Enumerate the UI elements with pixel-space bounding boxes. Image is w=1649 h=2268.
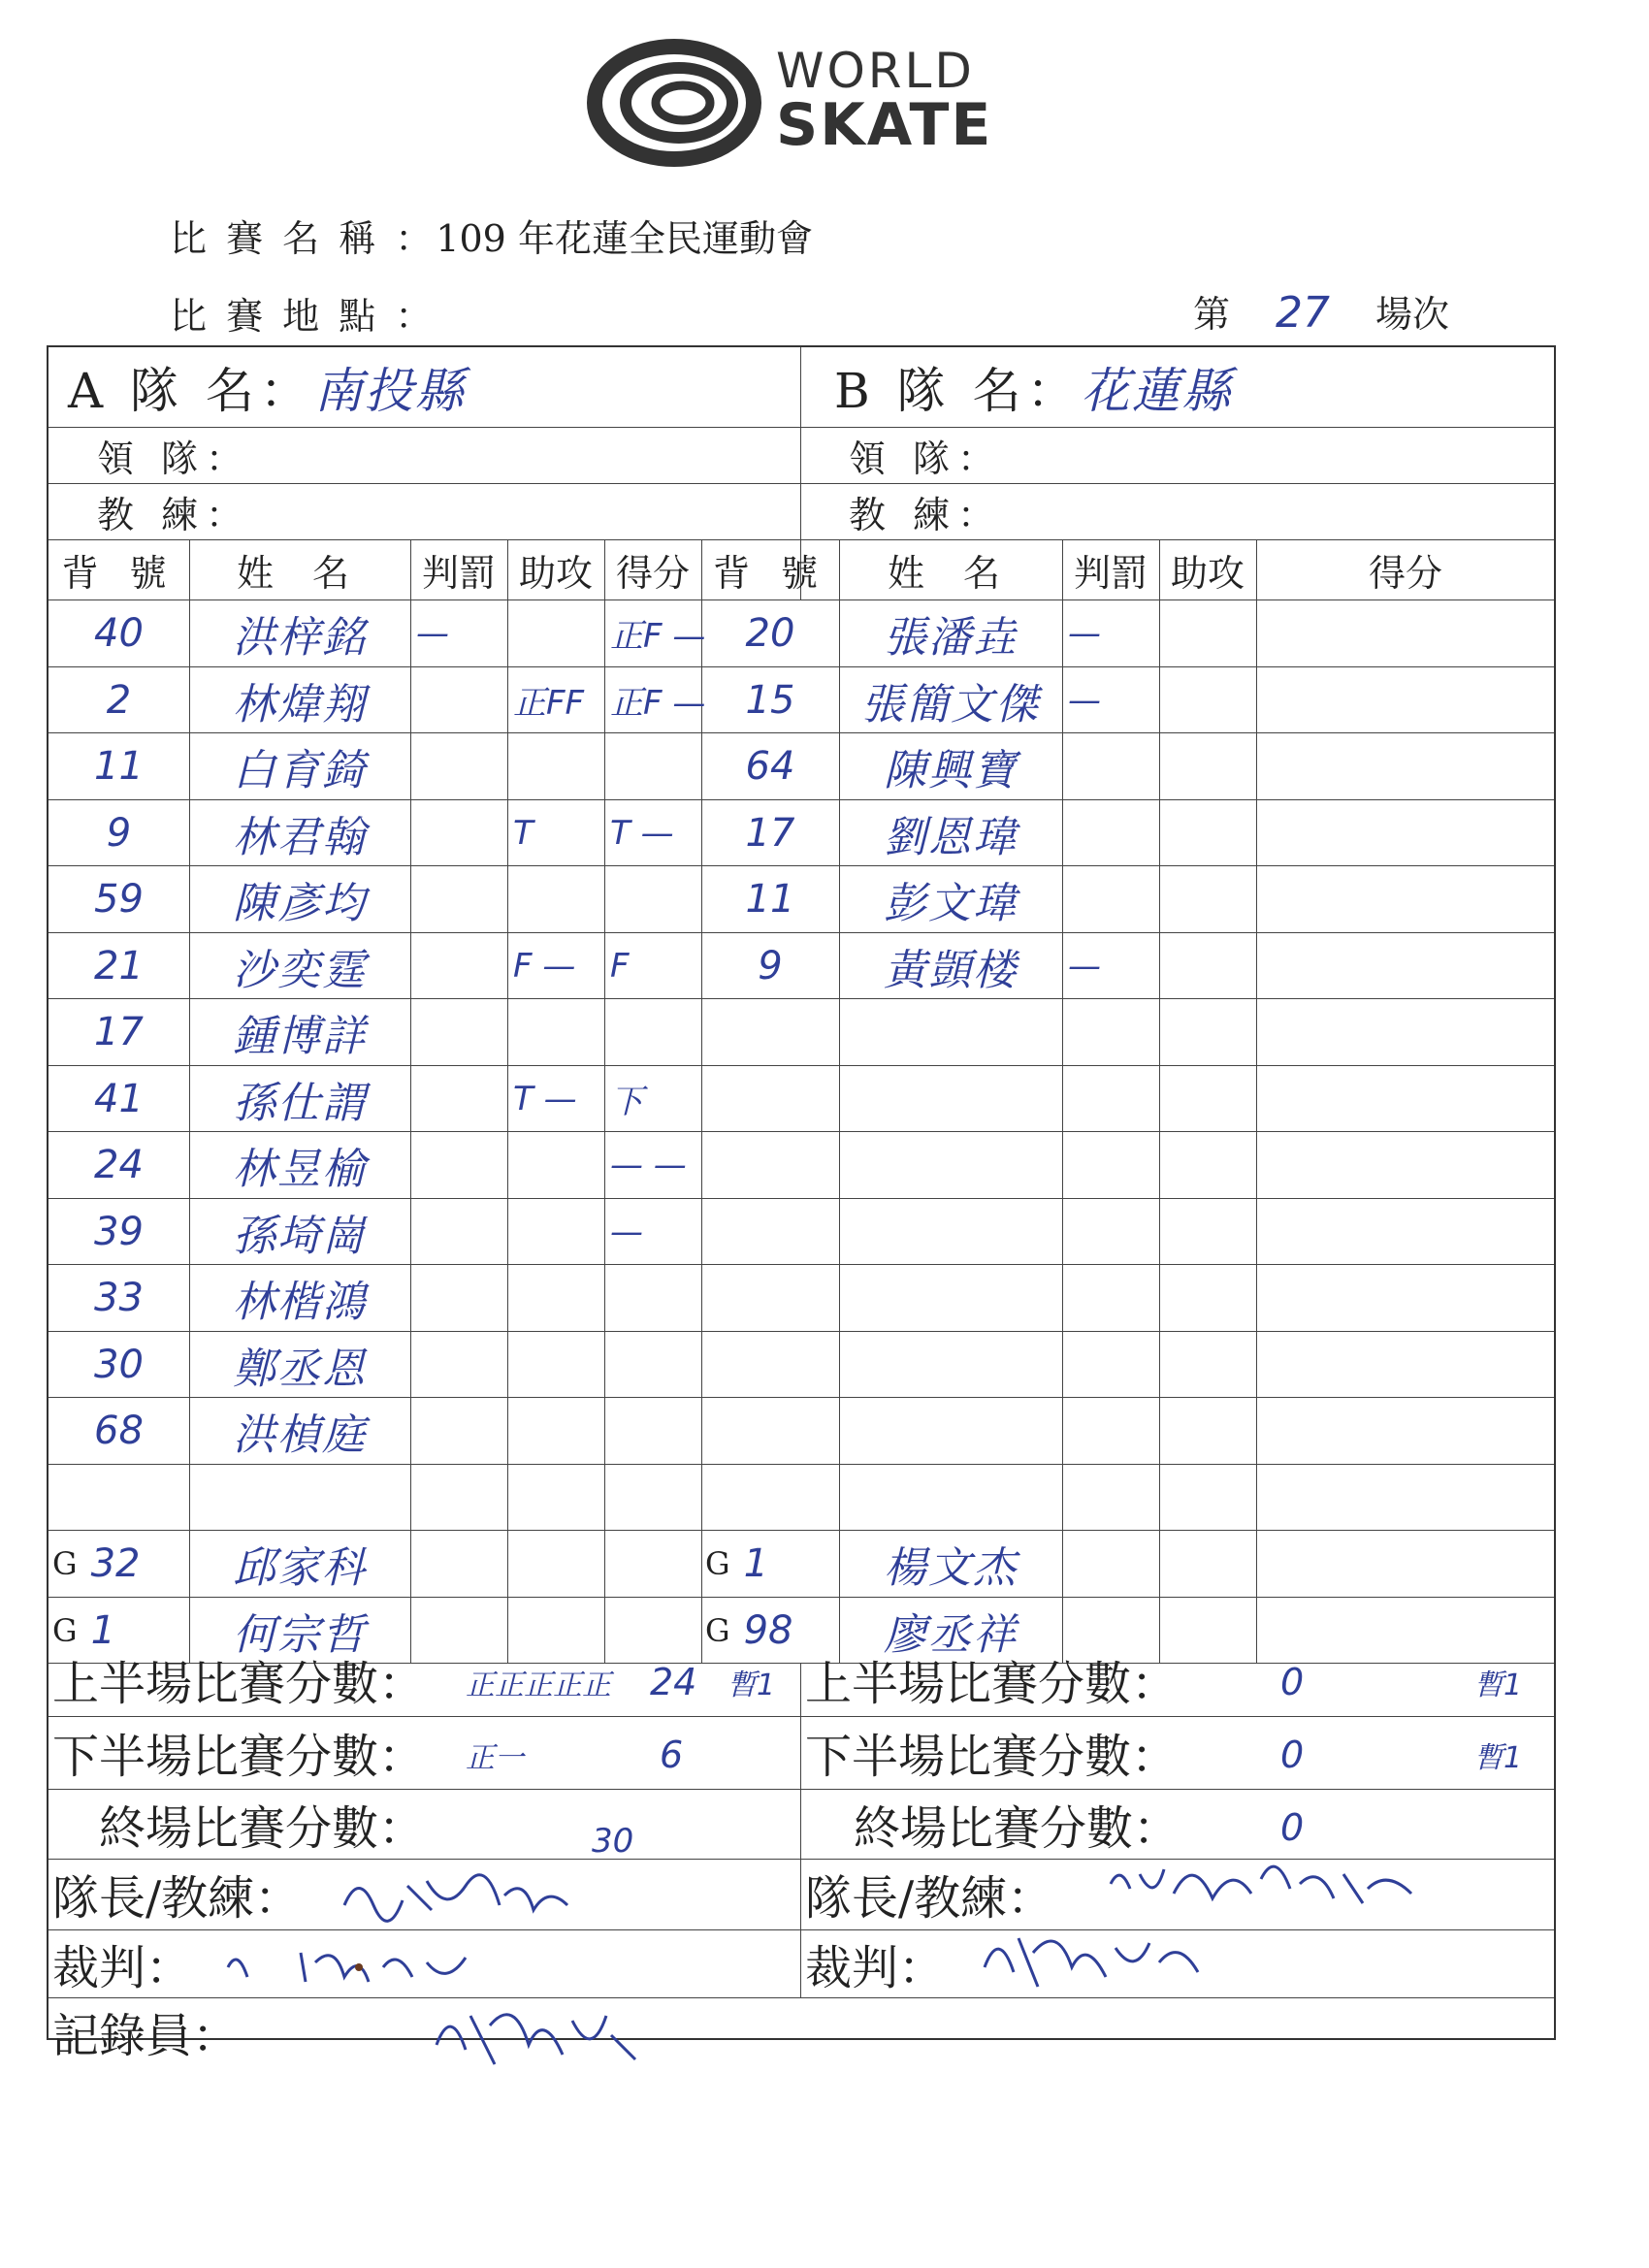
team-a-player-name bbox=[189, 1264, 410, 1331]
team-a-player-name bbox=[189, 732, 410, 799]
team-a-player-name bbox=[189, 932, 410, 999]
team-a-first-half-label: 上半場比賽分數： bbox=[52, 1657, 426, 1711]
team-a-player-no-text: 59 bbox=[94, 876, 144, 922]
team-b-player-penalty-text: — bbox=[1068, 680, 1101, 720]
col-b-score: 得分 bbox=[1368, 551, 1442, 595]
team-a-player-name bbox=[189, 1331, 410, 1398]
team-a-player-no bbox=[48, 1331, 189, 1398]
venue-label: 比 賽 地 點 ： bbox=[170, 295, 436, 338]
match-name-label: 比 賽 名 稱 ： bbox=[170, 217, 436, 260]
team-a-player-assist bbox=[507, 1131, 604, 1198]
team-a-player-score bbox=[604, 865, 701, 932]
team-b-player-penalty bbox=[1062, 865, 1159, 932]
col-b-penalty: 判罰 bbox=[1073, 551, 1148, 595]
recorder-signature bbox=[427, 1987, 640, 2074]
col-a-name: 姓 名 bbox=[236, 551, 364, 595]
team-a-player-assist bbox=[507, 1264, 604, 1331]
team-b-player-name bbox=[839, 932, 1062, 999]
team-a-player-no-text: 41 bbox=[94, 1076, 144, 1121]
team-a-final-score: 30 bbox=[592, 1822, 634, 1861]
team-b-player-score bbox=[1256, 1331, 1555, 1398]
team-a-player-name-text: 何宗哲 bbox=[233, 1609, 367, 1660]
team-b-player-name bbox=[839, 799, 1062, 866]
team-b-player-no bbox=[701, 1065, 839, 1132]
team-a-player-penalty bbox=[410, 666, 507, 733]
team-a-player-penalty-text: — bbox=[416, 613, 449, 653]
team-b-player-assist bbox=[1159, 732, 1256, 799]
team-a-player-assist bbox=[507, 865, 604, 932]
team-a-player-no bbox=[48, 1397, 189, 1464]
team-b-player-name bbox=[839, 1464, 1062, 1531]
team-b-player-assist bbox=[1159, 1397, 1256, 1464]
team-a-player-score bbox=[604, 1530, 701, 1597]
team-a-player-name-text: 邱家科 bbox=[233, 1542, 367, 1593]
world-skate-swirl-icon bbox=[582, 27, 766, 173]
team-a-player-no-text: 11 bbox=[94, 743, 144, 789]
team-a-player-no-text: 40 bbox=[94, 610, 144, 656]
team-b-captain-signature bbox=[1106, 1845, 1416, 1923]
team-b-player-score bbox=[1256, 666, 1555, 733]
team-a-player-penalty bbox=[410, 1065, 507, 1132]
match-name-row bbox=[170, 209, 813, 262]
team-a-final-label: 終場比賽分數： bbox=[99, 1800, 426, 1856]
team-b-player-penalty bbox=[1062, 732, 1159, 799]
team-a-player-name bbox=[189, 998, 410, 1065]
team-b-player-assist bbox=[1159, 865, 1256, 932]
team-a-player-name-text: 白育錡 bbox=[233, 745, 367, 795]
team-a-player-assist bbox=[507, 932, 604, 999]
team-b-player-no bbox=[701, 1331, 839, 1398]
team-a-name-row bbox=[68, 347, 824, 427]
team-a-player-no-text: 24 bbox=[94, 1142, 144, 1187]
team-a-player-name-text: 洪楨庭 bbox=[233, 1409, 367, 1460]
team-a-referee-signature bbox=[223, 1938, 475, 1992]
team-a-player-no bbox=[48, 799, 189, 866]
team-b-player-name-text: 張簡文傑 bbox=[861, 679, 1040, 729]
team-a-player-no bbox=[48, 666, 189, 733]
col-a-score: 得分 bbox=[615, 551, 690, 595]
team-a-player-assist bbox=[507, 1198, 604, 1265]
team-a-player-assist bbox=[507, 1530, 604, 1597]
team-b-first-half-score: 0 bbox=[1280, 1661, 1305, 1703]
team-a-captain-signature bbox=[340, 1866, 572, 1925]
team-b-player-name bbox=[839, 1331, 1062, 1398]
match-number-row bbox=[1193, 284, 1449, 338]
team-a-player-score bbox=[604, 1331, 701, 1398]
team-b-player-penalty bbox=[1062, 1198, 1159, 1265]
col-a-number: 背 號 bbox=[61, 551, 177, 595]
team-b-player-no-text: 20 bbox=[745, 610, 795, 656]
team-b-player-name bbox=[839, 732, 1062, 799]
grid-vline bbox=[800, 1663, 801, 1997]
team-a-player-score bbox=[604, 666, 706, 733]
team-b-player-name bbox=[839, 998, 1062, 1065]
team-a-player-no bbox=[48, 1464, 189, 1531]
team-a-player-penalty bbox=[410, 998, 507, 1065]
team-b-player-no bbox=[701, 599, 839, 666]
team-a-player-score bbox=[604, 732, 701, 799]
team-b-player-no bbox=[701, 1131, 839, 1198]
team-b-player-no bbox=[701, 1464, 839, 1531]
team-b-leader-row bbox=[849, 427, 1547, 483]
team-b-player-name-text: 黃顗楼 bbox=[884, 945, 1018, 995]
team-b-final-score: 0 bbox=[1280, 1806, 1305, 1849]
col-b-number: 背 號 bbox=[712, 551, 828, 595]
team-b-name-label: B 隊 名： bbox=[834, 363, 1082, 419]
team-a-player-assist bbox=[507, 599, 604, 666]
team-b-captain-label: 隊長/教練： bbox=[805, 1871, 1054, 1926]
team-a-player-score bbox=[604, 998, 701, 1065]
team-a-second-half-label: 下半場比賽分數： bbox=[52, 1730, 426, 1784]
team-a-player-name-text: 鍾博詳 bbox=[233, 1011, 367, 1061]
team-a-player-name bbox=[189, 1198, 410, 1265]
team-a-player-no bbox=[48, 1065, 189, 1132]
team-b-player-no bbox=[701, 932, 839, 999]
team-b-player-assist bbox=[1159, 1065, 1256, 1132]
team-a-player-name bbox=[189, 865, 410, 932]
team-a-first-half-timeout: 暫1 bbox=[728, 1669, 776, 1702]
team-a-player-score-text: F bbox=[610, 946, 630, 986]
team-b-player-name bbox=[839, 1530, 1062, 1597]
team-a-player-no-text: 21 bbox=[94, 943, 144, 988]
team-b-second-half-label: 下半場比賽分數： bbox=[805, 1730, 1179, 1784]
team-b-player-assist bbox=[1159, 1131, 1256, 1198]
team-a-player-assist bbox=[507, 799, 604, 866]
team-a-player-no-text: 68 bbox=[94, 1408, 144, 1453]
team-b-player-score bbox=[1256, 1065, 1555, 1132]
team-a-player-name-text: 林君翰 bbox=[233, 812, 367, 862]
team-b-player-no bbox=[701, 1264, 839, 1331]
team-b-player-name bbox=[839, 1264, 1062, 1331]
team-a-player-penalty bbox=[410, 732, 507, 799]
team-b-player-no-text: 64 bbox=[745, 743, 795, 789]
team-a-player-name-text: 洪梓銘 bbox=[233, 612, 367, 663]
venue-row bbox=[170, 286, 436, 340]
team-b-player-no bbox=[701, 799, 839, 866]
team-a-player-no bbox=[48, 865, 189, 932]
team-b-coach-row bbox=[849, 483, 1547, 539]
team-b-first-half-label: 上半場比賽分數： bbox=[805, 1657, 1179, 1711]
goalkeeper-marker: G bbox=[52, 1611, 78, 1649]
team-a-player-penalty bbox=[410, 799, 507, 866]
team-a-player-no-text: 2 bbox=[106, 677, 132, 723]
team-a-name-label: A 隊 名： bbox=[68, 363, 314, 419]
team-b-player-no bbox=[701, 666, 839, 733]
team-a-player-no-text: 33 bbox=[94, 1275, 144, 1320]
team-b-player-penalty bbox=[1062, 1397, 1159, 1464]
recorder-label: 記錄員： bbox=[52, 2008, 240, 2063]
team-b-player-name bbox=[839, 865, 1062, 932]
team-b-player-score bbox=[1256, 799, 1555, 866]
team-b-second-half-score: 0 bbox=[1280, 1733, 1305, 1776]
team-a-player-no bbox=[48, 1198, 189, 1265]
team-b-first-half-timeout: 暫1 bbox=[1474, 1669, 1523, 1702]
team-b-player-score bbox=[1256, 865, 1555, 932]
team-b-player-name-text: 張潘垚 bbox=[884, 612, 1018, 663]
team-a-player-name-text: 林昱榆 bbox=[233, 1144, 367, 1194]
team-b-player-assist bbox=[1159, 1331, 1256, 1398]
team-a-player-score bbox=[604, 1464, 701, 1531]
team-a-first-half-tally: 正正正正正 bbox=[466, 1669, 611, 1702]
team-b-referee-label: 裁判： bbox=[805, 1940, 946, 1995]
team-b-player-name-text: 楊文杰 bbox=[884, 1542, 1018, 1593]
team-a-first-half-score: 24 bbox=[650, 1661, 697, 1703]
team-a-leader-row bbox=[97, 427, 815, 483]
logo-word-skate: SKATE bbox=[776, 91, 993, 159]
team-b-player-no bbox=[701, 1530, 839, 1597]
team-b-player-assist bbox=[1159, 1198, 1256, 1265]
goalkeeper-marker: G bbox=[705, 1544, 730, 1582]
team-a-player-name bbox=[189, 666, 410, 733]
team-a-player-assist bbox=[507, 666, 604, 733]
team-a-player-penalty bbox=[410, 1530, 507, 1597]
team-b-player-no-text: 9 bbox=[758, 943, 783, 988]
team-a-player-no bbox=[48, 1264, 189, 1331]
team-a-player-assist bbox=[507, 1065, 604, 1132]
team-b-player-no bbox=[701, 1397, 839, 1464]
team-a-player-assist bbox=[507, 998, 604, 1065]
team-b-player-no bbox=[701, 998, 839, 1065]
team-b-player-score bbox=[1256, 1464, 1555, 1531]
team-a-player-penalty bbox=[410, 599, 507, 666]
team-a-player-no bbox=[48, 732, 189, 799]
team-b-player-name bbox=[839, 1397, 1062, 1464]
team-b-player-no bbox=[701, 865, 839, 932]
team-a-coach-row bbox=[97, 483, 815, 539]
team-a-player-name-text: 鄭丞恩 bbox=[233, 1344, 367, 1394]
team-b-player-score bbox=[1256, 932, 1555, 999]
team-b-player-penalty bbox=[1062, 1530, 1159, 1597]
team-b-player-no bbox=[701, 1198, 839, 1265]
team-a-player-no-text: 32 bbox=[90, 1540, 141, 1586]
team-b-player-assist bbox=[1159, 599, 1256, 666]
team-a-player-name-text: 陳彥均 bbox=[233, 878, 367, 928]
team-b-player-name bbox=[839, 1131, 1062, 1198]
team-b-final-label: 終場比賽分數： bbox=[854, 1800, 1180, 1856]
team-b-player-penalty bbox=[1062, 998, 1159, 1065]
match-number-value: 27 bbox=[1276, 288, 1331, 338]
team-b-player-name-text: 廖丞祥 bbox=[884, 1609, 1018, 1660]
team-b-player-name-text: 彭文瑋 bbox=[884, 878, 1018, 928]
team-a-player-score-text: — — bbox=[610, 1145, 687, 1184]
team-b-player-assist bbox=[1159, 1464, 1256, 1531]
match-number-prefix: 第 bbox=[1193, 293, 1231, 336]
team-b-player-penalty bbox=[1062, 599, 1159, 666]
team-b-coach-label: 教 練： bbox=[849, 493, 1003, 536]
team-a-player-score bbox=[604, 1131, 701, 1198]
team-a-player-name bbox=[189, 599, 410, 666]
team-a-player-no-text: 9 bbox=[106, 810, 132, 856]
team-b-player-penalty bbox=[1062, 932, 1159, 999]
team-a-player-name bbox=[189, 1464, 410, 1531]
col-b-name: 姓 名 bbox=[887, 551, 1015, 595]
team-a-player-score-text: 下 bbox=[610, 1083, 643, 1121]
team-a-player-assist bbox=[507, 1464, 604, 1531]
team-a-player-no-text: 17 bbox=[94, 1009, 144, 1054]
score-sheet bbox=[47, 345, 1556, 2063]
team-a-player-name-text: 林楷鴻 bbox=[233, 1277, 367, 1327]
team-b-player-no-text: 98 bbox=[743, 1607, 793, 1653]
team-a-player-no bbox=[48, 998, 189, 1065]
match-name-value: 109 年花蓮全民運動會 bbox=[436, 217, 813, 260]
world-skate-logo bbox=[582, 27, 1086, 173]
col-b-assist: 助攻 bbox=[1170, 551, 1245, 595]
team-a-leader-label: 領 隊： bbox=[97, 437, 251, 480]
team-a-referee-label: 裁判： bbox=[52, 1940, 193, 1995]
team-a-player-name bbox=[189, 1065, 410, 1132]
team-a-captain-label: 隊長/教練： bbox=[52, 1871, 302, 1926]
team-b-player-penalty bbox=[1062, 1065, 1159, 1132]
team-b-player-penalty bbox=[1062, 1331, 1159, 1398]
team-a-player-assist bbox=[507, 1331, 604, 1398]
match-number-suffix: 場次 bbox=[1375, 293, 1450, 336]
team-b-referee-signature bbox=[980, 1919, 1212, 1996]
team-b-player-name bbox=[839, 1065, 1062, 1132]
team-b-player-assist bbox=[1159, 799, 1256, 866]
team-a-player-name bbox=[189, 1131, 410, 1198]
team-b-player-name-text: 陳興寶 bbox=[884, 745, 1018, 795]
team-a-player-assist-text: 正FF bbox=[513, 684, 585, 723]
team-b-player-assist bbox=[1159, 1530, 1256, 1597]
team-a-player-score-text: 正F — bbox=[610, 617, 706, 656]
team-a-player-score bbox=[604, 932, 701, 999]
team-a-player-name bbox=[189, 799, 410, 866]
team-b-player-no-text: 17 bbox=[745, 810, 795, 856]
team-a-player-assist-text: T bbox=[513, 813, 534, 853]
col-a-penalty: 判罰 bbox=[421, 551, 496, 595]
team-a-player-name bbox=[189, 1397, 410, 1464]
team-b-player-no-text: 1 bbox=[743, 1540, 769, 1586]
team-b-player-penalty bbox=[1062, 666, 1159, 733]
col-a-assist: 助攻 bbox=[518, 551, 593, 595]
team-a-player-name-text: 沙奕霆 bbox=[233, 945, 367, 995]
goalkeeper-marker: G bbox=[52, 1544, 78, 1582]
team-a-player-penalty bbox=[410, 932, 507, 999]
team-a-coach-label: 教 練： bbox=[97, 493, 251, 536]
team-b-player-no bbox=[701, 732, 839, 799]
team-a-player-name-text: 林煒翔 bbox=[233, 679, 367, 729]
team-b-player-name bbox=[839, 666, 1062, 733]
team-b-player-name bbox=[839, 599, 1062, 666]
team-b-player-assist bbox=[1159, 666, 1256, 733]
team-a-player-penalty bbox=[410, 865, 507, 932]
team-a-player-score bbox=[604, 1198, 701, 1265]
team-a-player-penalty bbox=[410, 1464, 507, 1531]
team-b-player-no-text: 11 bbox=[745, 876, 795, 922]
team-a-player-name-text: 孫埼崗 bbox=[233, 1211, 367, 1261]
team-b-player-assist bbox=[1159, 932, 1256, 999]
team-b-player-score bbox=[1256, 1264, 1555, 1331]
team-a-player-name bbox=[189, 1530, 410, 1597]
team-b-player-penalty-text: — bbox=[1068, 946, 1101, 986]
team-a-player-penalty bbox=[410, 1264, 507, 1331]
goalkeeper-marker: G bbox=[705, 1611, 730, 1649]
team-b-player-score bbox=[1256, 1198, 1555, 1265]
team-a-player-score bbox=[604, 799, 701, 866]
team-b-player-assist bbox=[1159, 998, 1256, 1065]
team-a-player-no-text: 1 bbox=[90, 1607, 116, 1653]
team-b-player-penalty bbox=[1062, 1131, 1159, 1198]
team-a-player-assist bbox=[507, 1397, 604, 1464]
team-b-player-score bbox=[1256, 1131, 1555, 1198]
team-a-player-penalty bbox=[410, 1131, 507, 1198]
team-a-player-no bbox=[48, 599, 189, 666]
team-a-player-name-text: 孫仕謂 bbox=[233, 1078, 367, 1128]
team-b-player-name bbox=[839, 1198, 1062, 1265]
team-a-player-no bbox=[48, 1530, 189, 1597]
team-b-player-score bbox=[1256, 998, 1555, 1065]
team-a-player-no-text: 39 bbox=[94, 1209, 144, 1254]
team-a-player-assist-text: T — bbox=[513, 1079, 577, 1118]
team-a-player-penalty bbox=[410, 1397, 507, 1464]
team-a-name-value: 南投縣 bbox=[313, 363, 466, 419]
team-b-player-score bbox=[1256, 732, 1555, 799]
team-a-player-score-text: 正F — bbox=[610, 684, 706, 723]
team-a-player-no bbox=[48, 932, 189, 999]
team-a-player-penalty bbox=[410, 1331, 507, 1398]
team-b-player-assist bbox=[1159, 1264, 1256, 1331]
team-a-player-score-text: — bbox=[610, 1212, 643, 1251]
team-a-second-half-tally: 正一 bbox=[466, 1741, 524, 1775]
team-a-second-half-score: 6 bbox=[660, 1733, 684, 1776]
team-a-player-score bbox=[604, 599, 706, 666]
logo-word-world: WORLD bbox=[776, 43, 975, 99]
team-b-name-row bbox=[834, 347, 1552, 427]
team-b-name-value: 花蓮縣 bbox=[1081, 363, 1233, 419]
team-a-player-score bbox=[604, 1065, 701, 1132]
team-b-player-penalty bbox=[1062, 1464, 1159, 1531]
team-b-player-score bbox=[1256, 1530, 1555, 1597]
team-b-player-penalty bbox=[1062, 1264, 1159, 1331]
team-b-player-name-text: 劉恩瑋 bbox=[884, 812, 1018, 862]
team-a-player-penalty bbox=[410, 1198, 507, 1265]
team-b-player-penalty bbox=[1062, 799, 1159, 866]
team-b-second-half-timeout: 暫1 bbox=[1474, 1741, 1523, 1775]
team-a-player-score bbox=[604, 1397, 701, 1464]
team-a-player-assist-text: F — bbox=[513, 946, 576, 986]
team-b-player-no-text: 15 bbox=[745, 677, 795, 723]
team-b-player-score bbox=[1256, 1397, 1555, 1464]
team-a-player-assist bbox=[507, 732, 604, 799]
team-b-player-score bbox=[1256, 599, 1555, 666]
team-a-player-score bbox=[604, 1264, 701, 1331]
team-b-player-penalty-text: — bbox=[1068, 613, 1101, 653]
team-a-player-score-text: T — bbox=[610, 813, 674, 853]
team-a-player-no-text: 30 bbox=[94, 1342, 144, 1387]
team-a-player-no bbox=[48, 1131, 189, 1198]
team-b-leader-label: 領 隊： bbox=[849, 437, 1003, 480]
